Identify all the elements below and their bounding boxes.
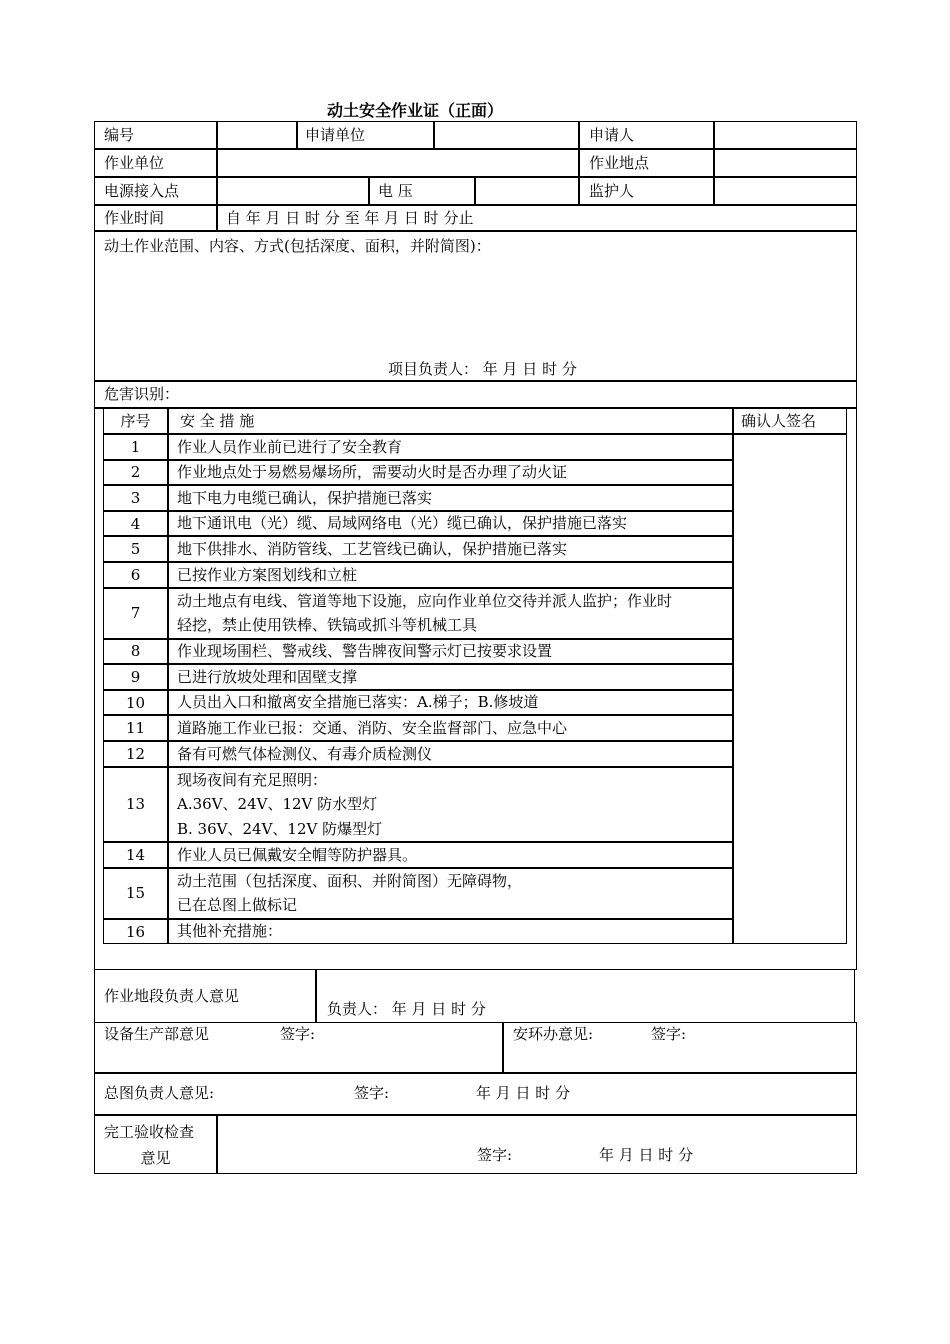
measure-row-text: 轻挖，禁止使用铁棒、铁镐或抓斗等机械工具 [177, 616, 478, 635]
cell-completion-sign [217, 1115, 857, 1174]
section-leader-sign: 负责人： 年 月 日 时 分 [327, 1000, 486, 1018]
measure-row-number: 10 [125, 693, 146, 712]
measure-row-text: 地下供排水、消防管线、工艺管线已确认，保护措施已落实 [177, 539, 568, 558]
measure-row-number: 14 [125, 845, 146, 864]
env-sign-label: 签字: [651, 1025, 687, 1043]
cell-voltage-value [475, 177, 579, 205]
measure-row-text: 备有可燃气体检测仪、有毒介质检测仪 [177, 744, 433, 763]
measure-row-text: B. 36V、24V、12V 防爆型灯 [177, 819, 383, 838]
work-time-label: 作业时间 [104, 209, 165, 227]
scope-label: 动土作业范围、内容、方式(包括深度、面积，并附简图)： [104, 237, 491, 255]
cell-applicant-value [714, 121, 857, 149]
col-no-header: 序号 [120, 412, 151, 430]
measure-row-text: 作业地点处于易燃易爆场所，需要动火时是否办理了动火证 [177, 463, 568, 482]
measure-row-text: 已按作业方案图划线和立桩 [177, 565, 358, 584]
guardian-label: 监护人 [589, 182, 635, 200]
measure-row-number: 3 [130, 489, 141, 507]
work-unit-label: 作业单位 [104, 154, 165, 172]
measure-row-number: 2 [130, 463, 141, 482]
measure-row-number: 11 [125, 719, 146, 738]
measure-row-text: 动土范围（包括深度、面积、并附简图）无障碍物， [177, 871, 523, 890]
measure-row-text: A.36V、24V、12V 防水型灯 [177, 795, 378, 814]
general-sign-label: 签字: [354, 1084, 390, 1102]
applicant-label: 申请人 [589, 126, 635, 144]
section-leader-label: 作业地段负责人意见 [104, 987, 240, 1005]
cell-hazard [94, 381, 857, 408]
measure-row-text: 动土地点有电线、管道等地下设施，应向作业单位交待并派人监护；作业时 [177, 591, 673, 610]
number-label: 编号 [104, 126, 135, 144]
cell-work-unit-value [217, 149, 579, 177]
cell-work-location-value [714, 149, 857, 177]
measure-row-number: 13 [125, 795, 146, 814]
measure-row-text: 已进行放坡处理和固壁支撑 [177, 667, 358, 686]
measure-row-text: 已在总图上做标记 [177, 896, 298, 915]
completion-date: 年 月 日 时 分 [599, 1146, 694, 1164]
general-date: 年 月 日 时 分 [476, 1084, 571, 1102]
scope-signature: 项目负责人： 年 月 日 时 分 [388, 360, 577, 378]
page-title: 动土安全作业证（正面） [326, 101, 503, 120]
cell-applicant-unit-value [434, 121, 579, 149]
general-opinion-label: 总图负责人意见: [104, 1084, 215, 1102]
power-point-label: 电源接入点 [104, 182, 180, 200]
measure-row-text: 作业人员已佩戴安全帽等防护器具。 [177, 845, 418, 864]
measure-row-number: 4 [130, 514, 141, 533]
cell-power-value [217, 177, 369, 205]
equipment-sign-label: 签字: [280, 1025, 316, 1043]
completion-label-line2: 意见 [140, 1149, 171, 1167]
env-opinion-label: 安环办意见: [513, 1025, 594, 1043]
measure-row-number: 16 [125, 922, 146, 941]
cell-guardian-value [714, 177, 857, 205]
measure-row-number: 8 [130, 642, 141, 661]
measure-row-number: 5 [130, 540, 141, 559]
measure-row-number: 9 [130, 668, 141, 686]
confirm-signature-column [733, 434, 847, 944]
hazard-label: 危害识别： [104, 385, 180, 403]
completion-label-line1: 完工验收检查 [104, 1123, 195, 1141]
completion-sign-label: 签字: [477, 1146, 513, 1164]
cell-number-value [217, 121, 297, 149]
col-confirm-header: 确认人签名 [741, 412, 817, 430]
measure-row-number: 1 [130, 437, 141, 456]
applicant-unit-label: 申请单位 [305, 126, 366, 144]
measure-row-text: 地下通讯电（光）缆、局域网络电（光）缆已确认，保护措施已落实 [177, 514, 628, 533]
measure-row-number: 6 [130, 565, 141, 584]
voltage-label: 电 压 [378, 182, 413, 200]
measure-row-text: 现场夜间有充足照明： [177, 770, 328, 789]
measure-row-text: 人员出入口和撤离安全措施已落实：A.梯子；B.修坡道 [177, 693, 539, 712]
measure-row-text: 道路施工作业已报：交通、消防、安全监督部门、应急中心 [177, 718, 568, 737]
measure-row-number: 12 [125, 744, 146, 763]
col-measure-header: 安 全 措 施 [180, 412, 255, 430]
measure-row-number: 15 [125, 884, 146, 903]
measure-row-text: 地下电力电缆已确认，保护措施已落实 [177, 488, 433, 507]
measure-row-text: 其他补充措施： [177, 922, 283, 941]
measure-row-text: 作业现场围栏、警戒线、警告牌夜间警示灯已按要求设置 [177, 642, 553, 661]
work-time-value: 自 年 月 日 时 分 至 年 月 日 时 分止 [226, 209, 474, 227]
work-location-label: 作业地点 [589, 154, 650, 172]
measure-row-text: 作业人员作业前已进行了安全教育 [177, 437, 403, 456]
equipment-opinion-label: 设备生产部意见 [104, 1025, 210, 1043]
measure-row-number: 7 [130, 604, 141, 623]
